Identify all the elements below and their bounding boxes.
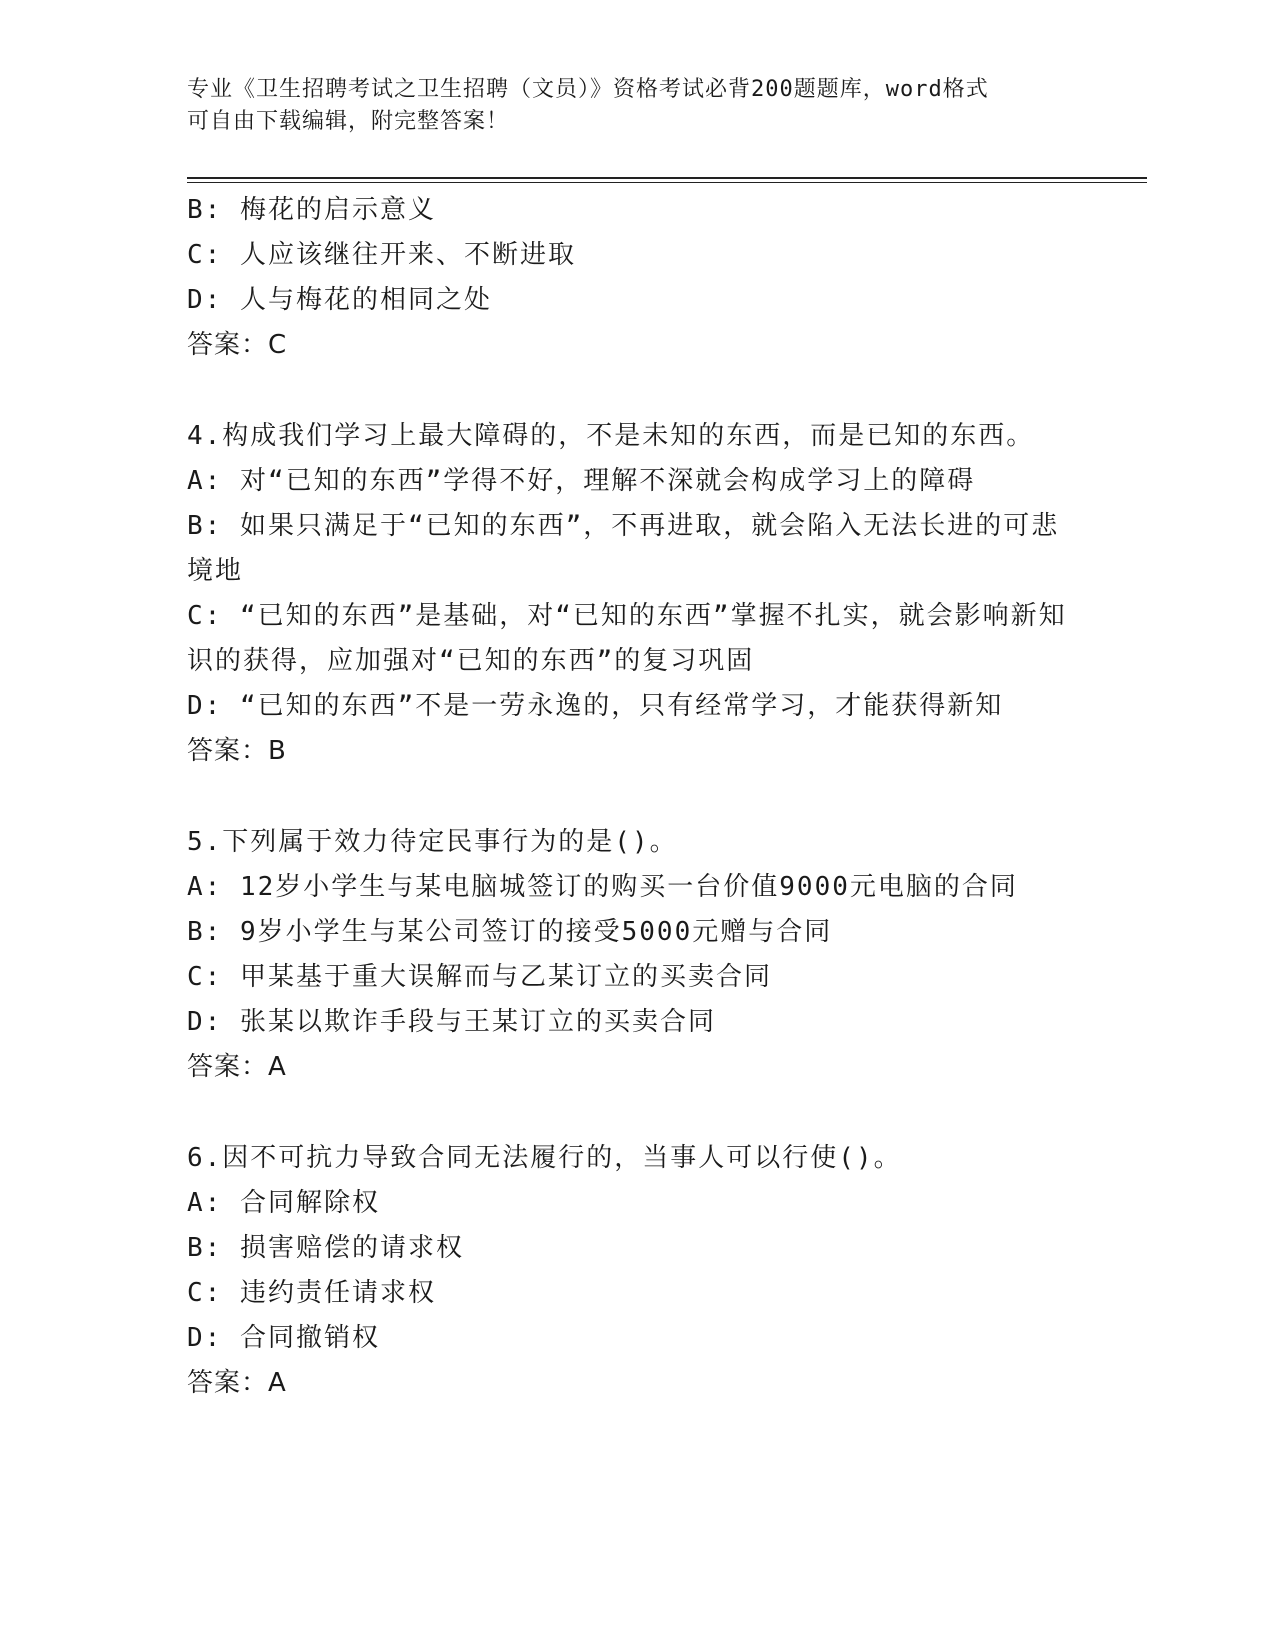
answer-line: 答案：A [187, 1052, 287, 1082]
option-a: A: 合同解除权 [187, 1188, 380, 1218]
question-block-4 [187, 414, 1087, 774]
header-title-line-2: 可自由下载编辑，附完整答案！ [187, 109, 510, 134]
option-d: D: 人与梅花的相同之处 [187, 285, 492, 315]
option-a: A: 12岁小学生与某电脑城签订的购买一台价值9000元电脑的合同 [187, 872, 1018, 902]
option-b: B: 如果只满足于“已知的东西”，不再进取，就会陷入无法长进的可悲境地 [187, 511, 1060, 586]
option-a: A: 对“已知的东西”学得不好，理解不深就会构成学习上的障碍 [187, 466, 976, 496]
question-list [187, 188, 1087, 1406]
spacer [187, 368, 1087, 414]
question-stem: 5.下列属于效力待定民事行为的是()。 [187, 827, 678, 857]
header-title-line-1: 专业《卫生招聘考试之卫生招聘（文员）》资格考试必背200题题库，word格式 [187, 77, 989, 102]
spacer [187, 1090, 1087, 1136]
option-d: D: “已知的东西”不是一劳永逸的，只有经常学习，才能获得新知 [187, 691, 1004, 721]
option-c: C: “已知的东西”是基础，对“已知的东西”掌握不扎实，就会影响新知识的获得，应加强对“已知的东西”的复习巩固 [187, 601, 1067, 676]
option-c: C: 违约责任请求权 [187, 1278, 436, 1308]
question-block-5 [187, 820, 1087, 1090]
option-b: B: 9岁小学生与某公司签订的接受5000元赠与合同 [187, 917, 833, 947]
question-block-6 [187, 1136, 1087, 1406]
answer-line: 答案：B [187, 736, 287, 766]
answer-line: 答案：A [187, 1368, 287, 1398]
question-stem: 6.因不可抗力导致合同无法履行的，当事人可以行使()。 [187, 1143, 902, 1173]
answer-line: 答案：C [187, 330, 288, 360]
option-b: B: 损害赔偿的请求权 [187, 1233, 464, 1263]
page-header [187, 74, 1067, 138]
question-block-3-continued [187, 188, 1087, 368]
option-d: D: 张某以欺诈手段与王某订立的买卖合同 [187, 1007, 716, 1037]
header-divider-thin [187, 182, 1147, 183]
option-c: C: 甲某基于重大误解而与乙某订立的买卖合同 [187, 962, 772, 992]
option-d: D: 合同撤销权 [187, 1323, 380, 1353]
question-stem: 4.构成我们学习上最大障碍的，不是未知的东西，而是已知的东西。 [187, 421, 1035, 451]
option-b: B: 梅花的启示意义 [187, 195, 436, 225]
option-c: C: 人应该继往开来、不断进取 [187, 240, 576, 270]
spacer [187, 774, 1087, 820]
header-divider-thick [187, 177, 1147, 179]
